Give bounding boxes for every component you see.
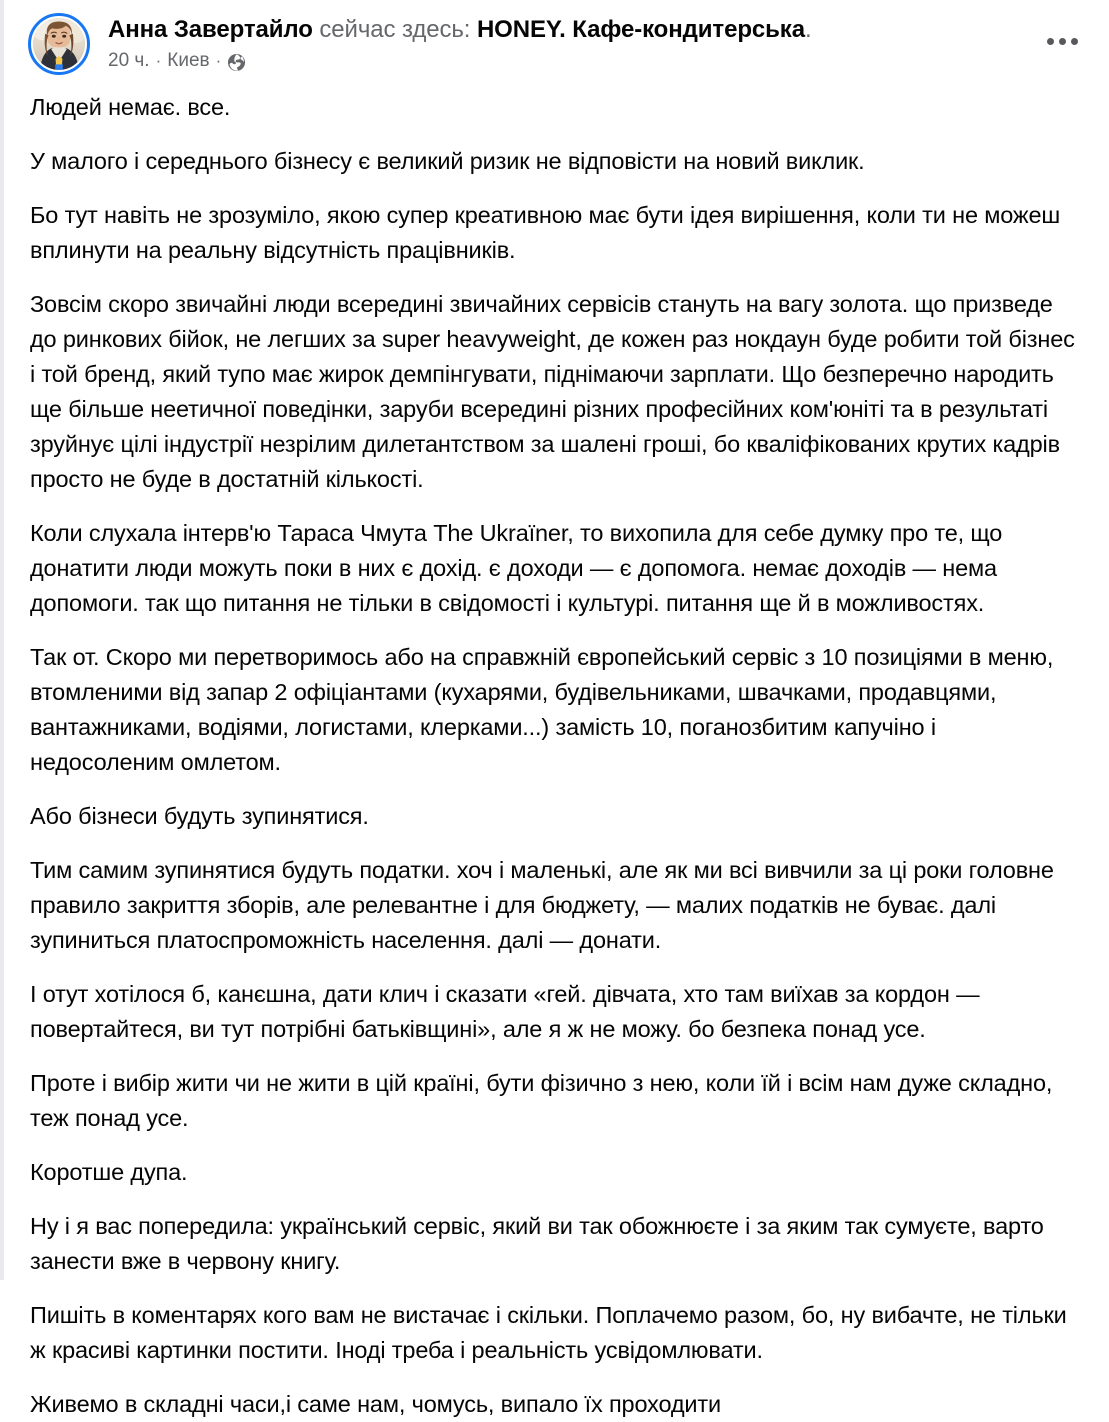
name-line-period: . <box>804 16 812 43</box>
post-paragraph: Пишіть в коментарях кого вам не вистачає і скільки. Поплачемо разом, бо, ну вибачте, не тільки ж красиві картинки постити. Іноді треба і реальність усвідомлювати. <box>30 1302 1067 1363</box>
checkin-label: сейчас здесь: <box>319 16 471 43</box>
post-header-text <box>90 12 1039 73</box>
post-paragraph: Людей немає. все. <box>30 94 231 120</box>
post-header <box>0 0 1109 84</box>
post-paragraph: У малого і середнього бізнесу є великий ризик не відповісти на новий виклик. <box>30 148 865 174</box>
post-paragraph: Живемо в складні часи,і саме нам, чомусь, випало їх проходити <box>30 1391 721 1417</box>
avatar-image <box>33 18 85 70</box>
spacer-after-checkin <box>470 16 477 43</box>
author-and-checkin-line <box>108 15 1039 45</box>
post-paragraph: Коли слухала інтерв'ю Тараса Чмута The Ukraïner, то вихопила для себе думку про те, що донатити люди можуть поки в них є дохід. є доходи — є допомога. немає доходів — нема допомоги. так що питання не тільки в свідомості і культурі. питання ще й в можливостях. <box>30 520 1003 616</box>
post-timestamp[interactable]: 20 ч. <box>108 50 150 71</box>
post-meta <box>108 49 1039 73</box>
post-paragraph: Або бізнеси будуть зупинятися. <box>30 803 369 829</box>
post-paragraph: Бо тут навіть не зрозуміло, якою супер креативною має бути ідея вирішення, коли ти не можеш вплинути на реальну відсутність працівників. <box>30 202 1061 263</box>
ellipsis-dot-3 <box>1071 38 1078 45</box>
post-paragraph: Проте і вибір жити чи не жити в цій країні, бути фізично з нею, коли їй і всім нам дуже складно, теж понад усе. <box>30 1070 1053 1131</box>
meta-separator-2: · <box>215 50 222 70</box>
meta-separator-1: · <box>155 50 162 70</box>
avatar[interactable] <box>28 13 90 75</box>
post-body <box>0 84 1109 1422</box>
post-paragraph: І отут хотілося б, канєшна, дати клич і сказати «гей. дівчата, хто там виїхав за кордон — повертайтеся, ви тут потрібні батьківщині», але я ж не можу. бо безпека понад усе. <box>30 981 980 1042</box>
globe-icon[interactable] <box>227 53 246 72</box>
post-paragraph: Коротше дупа. <box>30 1159 188 1185</box>
post-paragraph: Зовсім скоро звичайні люди всередині звичайних сервісів стануть на вагу золота. що призведе до ринкових бійок, не легших за super heavyweight, де кожен раз нокдаун буде робити той бізнес і той бренд, який тупо має жирок демпінгувати, піднімаючи зарплати. Що безперечно народить ще більше неетичної поведінки, заруби всередині різних професійних ком'юніті та в результаті зруйнує цілі індустрії незрілим дилетантством за шалені гроші, бо кваліфікованих крутих кадрів просто не буде в достатній кількості. <box>30 291 1075 492</box>
ellipsis-dot-2 <box>1059 38 1066 45</box>
post-paragraph: Ну і я вас попередила: український сервіс, який ви так обожнюєте і за яким так сумуєте, варто занести вже в червону книгу. <box>30 1213 1044 1274</box>
post-location[interactable]: Киев <box>167 50 210 71</box>
ellipsis-horizontal-icon <box>1047 38 1054 45</box>
post-paragraph: Тим самим зупинятися будуть податки. хоч і маленькі, але як ми всі вивчили за ці роки головне правило закриття зборів, але релевантне і для бюджету, — малих податків не буває. далі зупиниться платоспроможність населення. далі — донати. <box>30 857 1054 953</box>
post-paragraph: Так от. Скоро ми перетворимось або на справжній європейський сервіс з 10 позиціями в меню, втомленими від запар 2 офіціантами (кухарями, будівельниками, швачками, продавцями, вантажниками, водіями, логистами, клерками...) замість 10, поганозбитим капучіно і недосоленим омлетом. <box>30 644 1054 775</box>
author-name[interactable]: Анна Завертайло <box>108 16 313 43</box>
place-name[interactable]: HONEY. Кафе-кондитерська <box>476 16 805 43</box>
post-options-button[interactable] <box>1039 18 1085 64</box>
